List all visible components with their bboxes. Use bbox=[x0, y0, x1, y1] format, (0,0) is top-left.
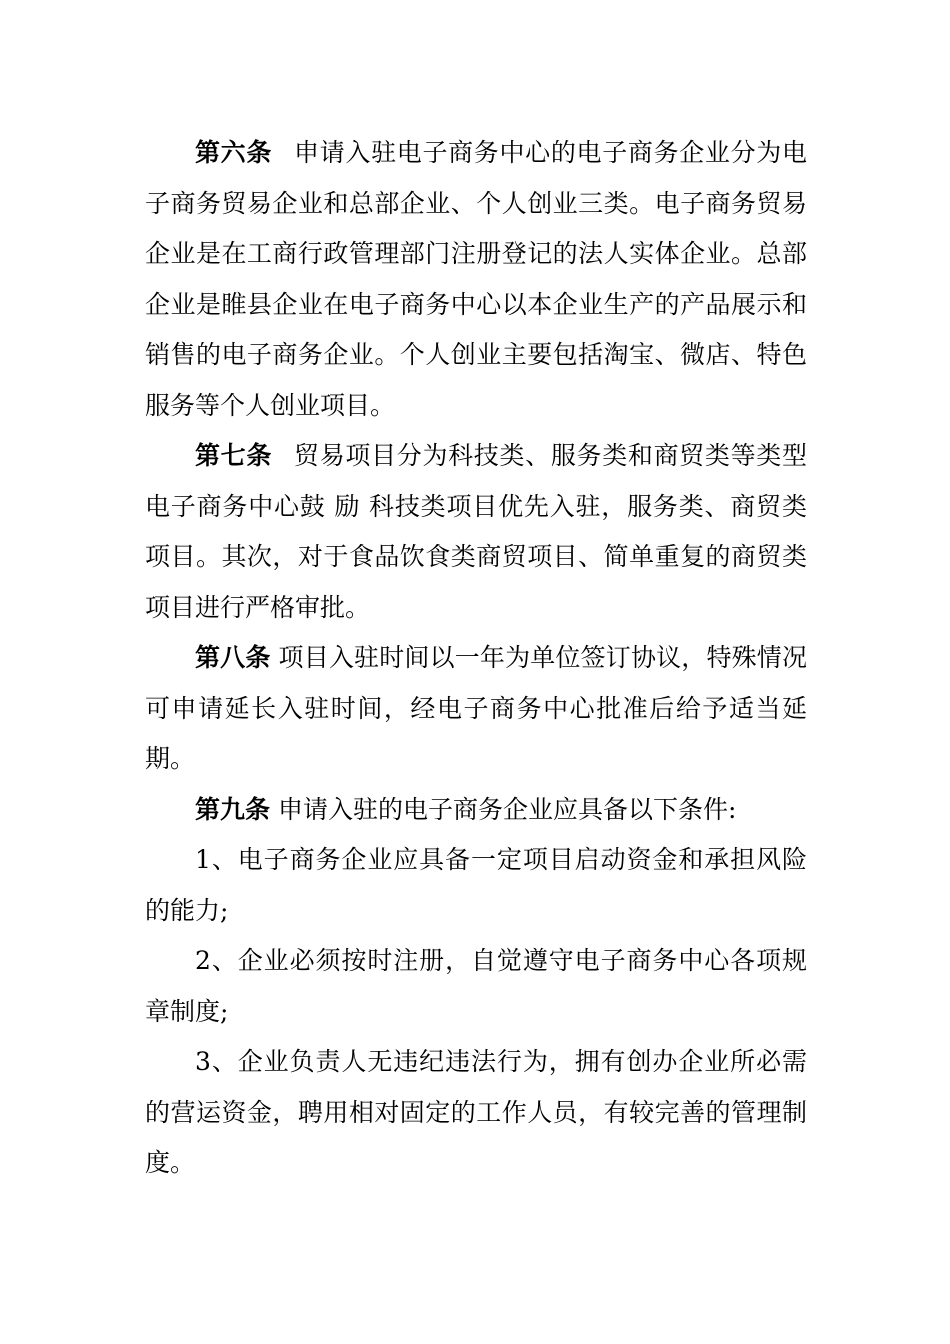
article-6 bbox=[145, 128, 807, 431]
article-text: 贸易项目分为科技类、服务类和商贸类等类型电子商务中心鼓 励 科技类项目优先入驻，服务类、商贸类项目。其次，对于食品饮食类商贸项目、简单重复的商贸类项目进行严格审批。 bbox=[145, 441, 807, 622]
condition-item: 3、企业负责人无违纪违法行为，拥有创办企业所必需的营运资金，聘用相对固定的工作人员，有较完善的管理制度。 bbox=[145, 1047, 807, 1177]
article-number: 第八条 bbox=[195, 643, 271, 672]
condition-item: 2、企业必须按时注册，自觉遵守电子商务中心各项规章制度; bbox=[145, 946, 807, 1026]
article-number: 第九条 bbox=[195, 794, 271, 824]
article-text: 项目入驻时间以一年为单位签订协议，特殊情况可申请延长入驻时间，经电子商务中心批准后给予适当延期。 bbox=[145, 643, 807, 773]
article-9 bbox=[145, 785, 807, 836]
article-7 bbox=[145, 431, 807, 633]
article-number: 第六条 bbox=[195, 138, 273, 167]
article-text: 申请入驻的电子商务企业应具备以下条件: bbox=[278, 794, 737, 824]
document-page bbox=[145, 128, 807, 1189]
article-number: 第七条 bbox=[195, 441, 273, 470]
article-text: 申请入驻电子商务中心的电子商务企业分为电子商务贸易企业和总部企业、个人创业三类。电子商务贸易企业是在工商行政管理部门注册登记的法人实体企业。总部企业是睢县企业在电子商务中心以本企业生产的产品展示和销售的电子商务企业。个人创业主要包括淘宝、微店、特色服务等个人创业项目。 bbox=[145, 138, 807, 420]
condition-item: 1、电子商务企业应具备一定项目启动资金和承担风险的能力; bbox=[145, 845, 807, 925]
article-8 bbox=[145, 633, 807, 785]
